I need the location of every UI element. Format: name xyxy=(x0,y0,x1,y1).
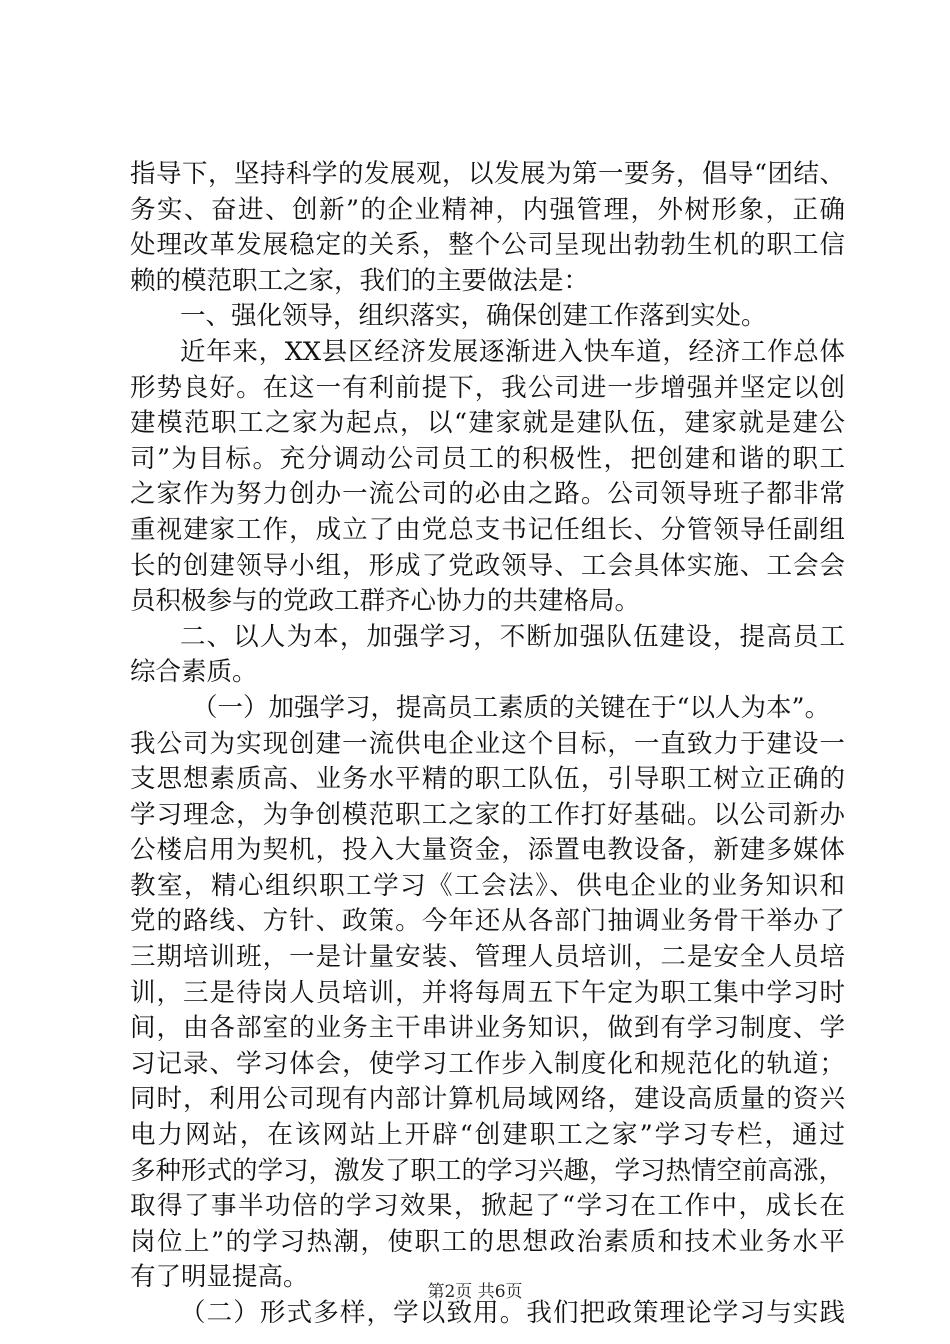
text-line: 员积极参与的党政工群齐心协力的共建格局。 xyxy=(130,586,641,617)
text-line: 长的创建领导小组，形成了党政领导、工会具体实施、工会会 xyxy=(130,550,845,581)
text-line: 支思想素质高、业务水平精的职工队伍，引导职工树立正确的 xyxy=(130,764,845,795)
text-line: 电力网站，在该网站上开辟“创建职工之家”学习专栏，通过 xyxy=(130,1120,845,1151)
text-line: 赖的模范职工之家，我们的主要做法是： xyxy=(130,265,590,296)
text-line: 岗位上”的学习热潮，使职工的思想政治素质和技术业务水平 xyxy=(130,1226,845,1257)
section-heading-1: 一、强化领导，组织落实，确保创建工作落到实处。 xyxy=(180,301,767,332)
subsection-heading-2: （二）形式多样，学以致用。我们把政策理论学习与实践 xyxy=(180,1298,845,1328)
text-line: 教室，精心组织职工学习《工会法》、供电企业的业务知识和 xyxy=(130,870,845,901)
document-body xyxy=(130,157,845,1332)
text-line: 处理改革发展稳定的关系，整个公司呈现出勃勃生机的职工信 xyxy=(130,230,845,261)
text-line: 司”为目标。充分调动公司员工的积极性，把创建和谐的职工 xyxy=(130,443,845,474)
text-line: 间，由各部室的业务主干串讲业务知识，做到有学习制度、学 xyxy=(130,1013,845,1044)
text-line: 多种形式的学习，激发了职工的学习兴趣，学习热情空前高涨， xyxy=(130,1155,845,1186)
subsection-heading-1: （一）加强学习，提高员工素质的关键在于“以人为本”。 xyxy=(192,692,831,723)
text-line: 三期培训班，一是计量安装、管理人员培训，二是安全人员培 xyxy=(130,942,845,973)
text-line: 我公司为实现创建一流供电企业这个目标，一直致力于建设一 xyxy=(130,728,845,759)
text-line: 公楼启用为契机，投入大量资金，添置电教设备，新建多媒体 xyxy=(130,835,845,866)
text-line: 近年来，XX县区经济发展逐渐进入快车道，经济工作总体 xyxy=(180,336,845,367)
text-line: 综合素质。 xyxy=(130,657,258,688)
text-line: 学习理念，为争创模范职工之家的工作打好基础。以公司新办 xyxy=(130,799,845,830)
text-line: 务实、奋进、创新”的企业精神，内强管理，外树形象，正确 xyxy=(130,194,845,225)
text-line: 习记录、学习体会，使学习工作步入制度化和规范化的轨道； xyxy=(130,1048,845,1079)
text-line: 党的路线、方针、政策。今年还从各部门抽调业务骨干举办了 xyxy=(130,906,845,937)
text-line: 训，三是待岗人员培训，并将每周五下午定为职工集中学习时 xyxy=(130,977,845,1008)
section-heading-2: 二、以人为本，加强学习，不断加强队伍建设，提高员工 xyxy=(180,621,845,652)
text-line: 建模范职工之家为起点，以“建家就是建队伍，建家就是建公 xyxy=(130,408,845,439)
page-footer xyxy=(0,1281,950,1303)
text-line: 之家作为努力创办一流公司的必由之路。公司领导班子都非常 xyxy=(130,479,845,510)
text-line: 指导下，坚持科学的发展观，以发展为第一要务，倡导“团结、 xyxy=(130,159,845,189)
text-line: 取得了事半功倍的学习效果，掀起了“学习在工作中，成长在 xyxy=(130,1191,845,1222)
text-line: 有了明显提高。 xyxy=(130,1262,309,1293)
text-line: 重视建家工作，成立了由党总支书记任组长、分管领导任副组 xyxy=(130,514,845,545)
page-number: 第2页 共6页 xyxy=(427,1282,523,1302)
text-line: 同时，利用公司现有内部计算机局域网络，建设高质量的资兴 xyxy=(130,1084,845,1115)
text-line: 形势良好。在这一有利前提下，我公司进一步增强并坚定以创 xyxy=(130,372,845,403)
